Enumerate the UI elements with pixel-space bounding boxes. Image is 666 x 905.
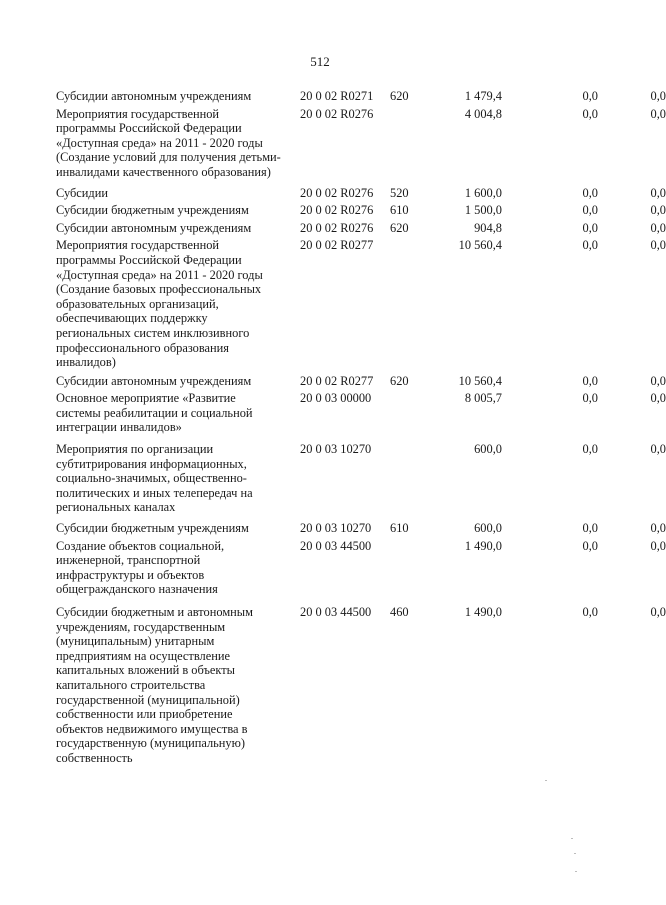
scan-speck — [571, 838, 573, 839]
row-value-3: 0,0 — [650, 238, 666, 253]
row-value-2: 0,0 — [582, 373, 598, 388]
row-name: Мероприятия по организации субтитрирования информационных, социально-значимых, общественно-политических и иных телепередач на региональных каналах — [56, 442, 253, 515]
row-value-1: 1 600,0 — [464, 185, 502, 200]
table-row — [56, 538, 666, 597]
row-value-3: 0,0 — [650, 521, 666, 536]
row-value-3: 0,0 — [650, 89, 666, 103]
row-value-3: 0,0 — [650, 538, 666, 553]
row-value-1: 1 490,0 — [464, 538, 502, 553]
scan-speck — [575, 871, 577, 872]
row-name: Основное мероприятие «Развитие системы реабилитации и социальной интеграции инвалидов» — [56, 391, 253, 435]
row-code: 20 0 02 R0271 — [300, 89, 374, 103]
row-code: 20 0 03 10270 — [300, 442, 372, 457]
row-value-3: 0,0 — [650, 373, 666, 388]
row-value-2: 0,0 — [582, 391, 598, 406]
row-name: Субсидии автономным учреждениям — [56, 373, 252, 388]
row-expense-type: 610 — [390, 521, 409, 536]
row-value-3: 0,0 — [650, 220, 666, 235]
row-value-1: 600,0 — [474, 442, 502, 457]
row-value-1: 1 500,0 — [464, 203, 502, 218]
table-row — [56, 185, 666, 201]
row-value-2: 0,0 — [582, 538, 598, 553]
row-value-2: 0,0 — [582, 605, 598, 619]
table-row — [56, 442, 666, 515]
row-name: Мероприятия государственной программы Российской Федерации «Доступная среда» на 2011 - 2020 годы (Создание условий для получения детьми-инвалидами качественного образования) — [56, 106, 281, 179]
row-expense-type: 460 — [390, 605, 409, 619]
row-value-2: 0,0 — [582, 203, 598, 218]
page-number: 512 — [310, 54, 330, 69]
row-name: Мероприятия государственной программы Российской Федерации «Доступная среда» на 2011 - 2020 годы (Создание базовых профессиональных образовательных организаций, обеспечивающих поддержку региональных систем инклюзивного профессионального образования инвалидов) — [56, 238, 263, 370]
row-code: 20 0 03 10270 — [300, 521, 372, 536]
row-value-2: 0,0 — [582, 89, 598, 103]
row-name: Субсидии автономным учреждениям — [56, 220, 252, 235]
row-value-2: 0,0 — [582, 238, 598, 253]
scan-speck — [574, 853, 576, 854]
row-value-2: 0,0 — [582, 106, 598, 121]
row-value-3: 0,0 — [650, 605, 666, 619]
row-value-1: 10 560,4 — [458, 373, 502, 388]
table-row — [56, 89, 666, 104]
row-value-2: 0,0 — [582, 220, 598, 235]
row-name: Субсидии автономным учреждениям — [56, 89, 252, 103]
row-value-1: 600,0 — [474, 521, 502, 536]
table-row — [56, 391, 666, 435]
scan-speck — [545, 780, 547, 781]
row-name: Субсидии бюджетным учреждениям — [56, 203, 249, 218]
row-expense-type: 520 — [390, 185, 409, 200]
row-value-2: 0,0 — [582, 442, 598, 457]
row-value-1: 10 560,4 — [458, 238, 502, 253]
row-name: Субсидии — [56, 185, 108, 200]
row-value-3: 0,0 — [650, 442, 666, 457]
row-code: 20 0 02 R0277 — [300, 238, 374, 253]
row-name: Субсидии бюджетным учреждениям — [56, 521, 249, 536]
row-name: Создание объектов социальной, инженерной, транспортной инфраструктуры и объектов общегражданского назначения — [56, 538, 225, 597]
row-value-3: 0,0 — [650, 106, 666, 121]
row-expense-type: 610 — [390, 203, 409, 218]
row-expense-type: 620 — [390, 373, 409, 388]
table-row — [56, 521, 666, 536]
table-row — [56, 220, 666, 236]
row-code: 20 0 02 R0276 — [300, 106, 374, 121]
row-code: 20 0 02 R0277 — [300, 373, 374, 388]
row-value-3: 0,0 — [650, 203, 666, 218]
row-expense-type: 620 — [390, 220, 409, 235]
row-value-2: 0,0 — [582, 521, 598, 536]
row-value-3: 0,0 — [650, 391, 666, 406]
row-code: 20 0 02 R0276 — [300, 185, 374, 200]
budget-table — [56, 89, 666, 766]
row-value-1: 8 005,7 — [464, 391, 502, 406]
row-code: 20 0 02 R0276 — [300, 203, 374, 218]
row-value-1: 1 479,4 — [464, 89, 502, 103]
row-code: 20 0 03 00000 — [300, 391, 372, 406]
row-code: 20 0 03 44500 — [300, 605, 372, 619]
table-row — [56, 605, 666, 766]
row-value-1: 1 490,0 — [464, 605, 502, 619]
row-value-2: 0,0 — [582, 185, 598, 200]
row-value-1: 904,8 — [474, 220, 502, 235]
table-row — [56, 106, 666, 180]
row-value-1: 4 004,8 — [464, 106, 502, 121]
row-code: 20 0 02 R0276 — [300, 220, 374, 235]
table-row — [56, 238, 666, 370]
table-row — [56, 203, 666, 218]
table-row — [56, 373, 666, 389]
row-value-3: 0,0 — [650, 185, 666, 200]
row-name: Субсидии бюджетным и автономным учреждениям, государственным (муниципальным) унитарным предприятиям на осуществление капитальных вложений в объекты капитального строительства государственной (муниципальной) собственности или приобретение объектов недвижимого имущества в государственную (муниципальную) собственность — [56, 605, 253, 765]
row-expense-type: 620 — [390, 89, 409, 103]
row-code: 20 0 03 44500 — [300, 538, 372, 553]
